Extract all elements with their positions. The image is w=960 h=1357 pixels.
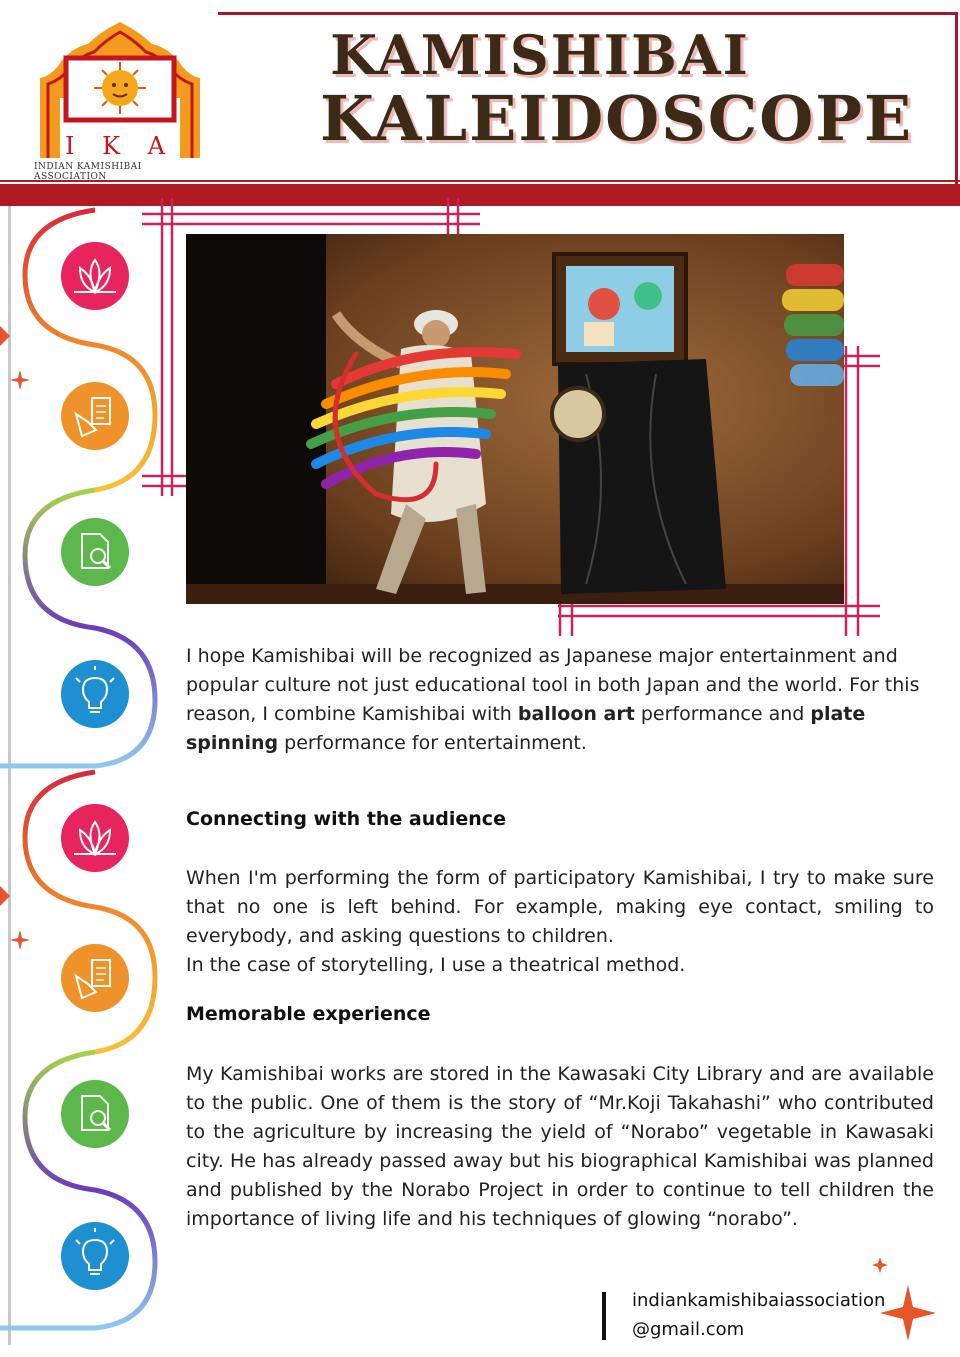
sparkle-left-1 [0, 326, 30, 390]
contact-email-line-2: @gmail.com [632, 1319, 745, 1340]
logo-letters: I K A [65, 132, 175, 160]
handshake-document-icon [61, 382, 129, 450]
document-search-icon [61, 518, 129, 586]
lotus-icon [61, 804, 129, 872]
contact-divider [602, 1292, 606, 1340]
lotus-icon [61, 242, 129, 310]
audience-paragraph [186, 864, 934, 980]
ika-logo [30, 18, 210, 178]
section-heading-memorable: Memorable experience [186, 1003, 431, 1025]
contact-email-line-1: indiankamishibaiassociation [632, 1290, 886, 1311]
frame-top-line [218, 12, 958, 15]
title-line-2: KALEIDOSCOPE [320, 82, 914, 155]
page-title [320, 23, 914, 155]
audience-paragraph-text: When I'm performing the form of participatory Kamishibai, I try to make sure that no one is left behind. For example, making eye contact, smiling to everybody, and asking questions to children. [186, 867, 934, 947]
bold-plate-spinning: plate spinning [186, 703, 866, 754]
handshake-document-icon [61, 944, 129, 1012]
bold-balloon-art: balloon art [517, 703, 635, 725]
lightbulb-icon [61, 1222, 129, 1290]
sparkle-left-2 [0, 886, 30, 950]
frame-right-line [955, 12, 958, 187]
section-heading-audience: Connecting with the audience [186, 808, 506, 830]
memorable-paragraph: My Kamishibai works are stored in the Kawasaki City Library and are available to the public. One of them is the story of “Mr.Koji Takahashi” who contributed to the agriculture by increasing the yield of “Norabo” vegetable in Kawasaki city. He has already passed away but his biographical Kamishibai was planned and published by the Norabo Project in order to continue to tell children the importance of living life and his techniques of glowing “norabo”. [186, 1063, 934, 1230]
lightbulb-icon [61, 660, 129, 728]
performance-photo [186, 234, 844, 604]
contact-email[interactable] [632, 1286, 885, 1344]
intro-paragraph: I hope Kamishibai will be recognized as Japanese major entertainment and popular culture not just educational tool in both Japan and the world. For this reason, I combine Kamishibai with balloon art performance and plate spinning performance for entertainment. [186, 645, 920, 754]
audience-paragraph-text-2: In the case of storytelling, I use a theatrical method. [186, 954, 686, 976]
logo-org-name: INDIAN KAMISHIBAI ASSOCIATION [34, 162, 142, 182]
sparkle-icon [860, 1245, 956, 1355]
title-line-1: KAMISHIBAI [330, 23, 750, 87]
document-search-icon [61, 1080, 129, 1148]
